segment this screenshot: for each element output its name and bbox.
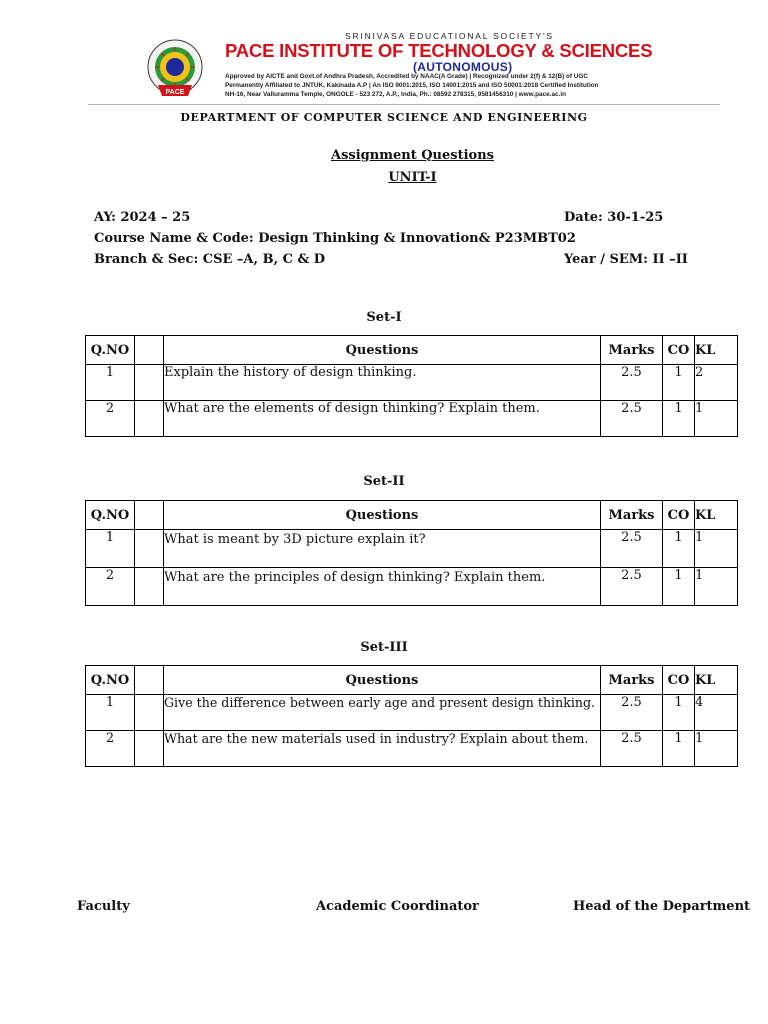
course-name-code: Course Name & Code: Design Thinking & Innovation& P23MBT02 — [94, 231, 576, 246]
year-semester: Year / SEM: II –II — [564, 252, 688, 267]
blank-cell — [135, 365, 164, 401]
header-divider — [88, 104, 720, 105]
header-kl: KL — [695, 501, 738, 530]
header-kl: KL — [695, 336, 738, 365]
header-marks: Marks — [601, 336, 663, 365]
marks-cell: 2.5 — [601, 401, 663, 437]
header-kl: KL — [695, 666, 738, 695]
header-qno: Q.NO — [86, 501, 135, 530]
header-co: CO — [663, 336, 695, 365]
table-header-row — [86, 336, 738, 365]
qno-cell: 2 — [86, 568, 135, 606]
table-header-row — [86, 666, 738, 695]
signature-faculty: Faculty — [77, 899, 130, 914]
marks-cell: 2.5 — [601, 731, 663, 767]
co-cell: 1 — [663, 731, 695, 767]
questions-table — [85, 665, 738, 767]
co-cell: 1 — [663, 695, 695, 731]
table-row — [86, 731, 738, 767]
table-row — [86, 365, 738, 401]
signature-head-of-department: Head of the Department — [573, 899, 751, 914]
kl-cell: 2 — [695, 365, 738, 401]
kl-cell: 1 — [695, 401, 738, 437]
qno-cell: 1 — [86, 530, 135, 568]
institute-name: PACE INSTITUTE OF TECHNOLOGY & SCIENCES — [225, 40, 653, 61]
kl-cell: 1 — [695, 530, 738, 568]
signature-academic-coordinator: Academic Coordinator — [316, 899, 479, 914]
autonomous-label: (AUTONOMOUS) — [413, 60, 513, 74]
date: Date: 30-1-25 — [564, 210, 664, 225]
header-questions: Questions — [164, 501, 601, 530]
table-header-row — [86, 501, 738, 530]
society-name: SRINIVASA EDUCATIONAL SOCIETY'S — [345, 31, 554, 41]
header-blank — [135, 501, 164, 530]
department-name: DEPARTMENT OF COMPUTER SCIENCE AND ENGINEERING — [180, 111, 588, 124]
unit-title: UNIT-I — [388, 170, 437, 185]
header-questions: Questions — [164, 336, 601, 365]
header-marks: Marks — [601, 666, 663, 695]
address-line: NH-16, Near Valluramma Temple, ONGOLE - 523 272, A.P., India, Ph.: 08592 278315, 9581456310 | www.pace.ac.in — [225, 91, 567, 98]
table-row — [86, 530, 738, 568]
blank-cell — [135, 530, 164, 568]
header-co: CO — [663, 501, 695, 530]
question-cell: What are the elements of design thinking? Explain them. — [164, 401, 601, 437]
question-cell: Explain the history of design thinking. — [164, 365, 601, 401]
svg-text:PACE: PACE — [165, 89, 185, 96]
branch-section: Branch & Sec: CSE –A, B, C & D — [94, 252, 326, 267]
kl-cell: 4 — [695, 695, 738, 731]
table-row — [86, 568, 738, 606]
header-qno: Q.NO — [86, 336, 135, 365]
table-row — [86, 695, 738, 731]
question-cell: Give the difference between early age and present design thinking. — [164, 695, 601, 731]
header-blank — [135, 336, 164, 365]
qno-cell: 1 — [86, 365, 135, 401]
qno-cell: 1 — [86, 695, 135, 731]
academic-year: AY: 2024 – 25 — [94, 210, 191, 225]
co-cell: 1 — [663, 365, 695, 401]
co-cell: 1 — [663, 568, 695, 606]
kl-cell: 1 — [695, 731, 738, 767]
blank-cell — [135, 731, 164, 767]
question-cell: What are the principles of design thinking? Explain them. — [164, 568, 601, 606]
header-co: CO — [663, 666, 695, 695]
blank-cell — [135, 568, 164, 606]
header-marks: Marks — [601, 501, 663, 530]
marks-cell: 2.5 — [601, 530, 663, 568]
blank-cell — [135, 401, 164, 437]
document-title: Assignment Questions — [331, 148, 494, 163]
question-cell: What is meant by 3D picture explain it? — [164, 530, 601, 568]
marks-cell: 2.5 — [601, 695, 663, 731]
table-row — [86, 401, 738, 437]
header-blank — [135, 666, 164, 695]
co-cell: 1 — [663, 401, 695, 437]
question-cell: What are the new materials used in industry? Explain about them. — [164, 731, 601, 767]
qno-cell: 2 — [86, 731, 135, 767]
set-label: Set-I — [366, 310, 402, 325]
blank-cell — [135, 695, 164, 731]
kl-cell: 1 — [695, 568, 738, 606]
questions-table — [85, 335, 738, 437]
set-label: Set-III — [360, 640, 408, 655]
qno-cell: 2 — [86, 401, 135, 437]
questions-table — [85, 500, 738, 606]
institute-logo — [130, 38, 220, 100]
header-questions: Questions — [164, 666, 601, 695]
accreditation-line: Approved by AICTE and Govt.of Andhra Pradesh, Accredited by NAAC(A Grade) | Recognized under 2(f) & 12(B) of UGC — [225, 73, 589, 80]
header-qno: Q.NO — [86, 666, 135, 695]
marks-cell: 2.5 — [601, 568, 663, 606]
accreditation-line: Permanently Affiliated to JNTUK, Kakinada A.P | An ISO 9001:2015, ISO 14001:2015 and ISO 50001:2018 Certified Institution — [225, 82, 599, 89]
set-label: Set-II — [363, 474, 405, 489]
marks-cell: 2.5 — [601, 365, 663, 401]
co-cell: 1 — [663, 530, 695, 568]
